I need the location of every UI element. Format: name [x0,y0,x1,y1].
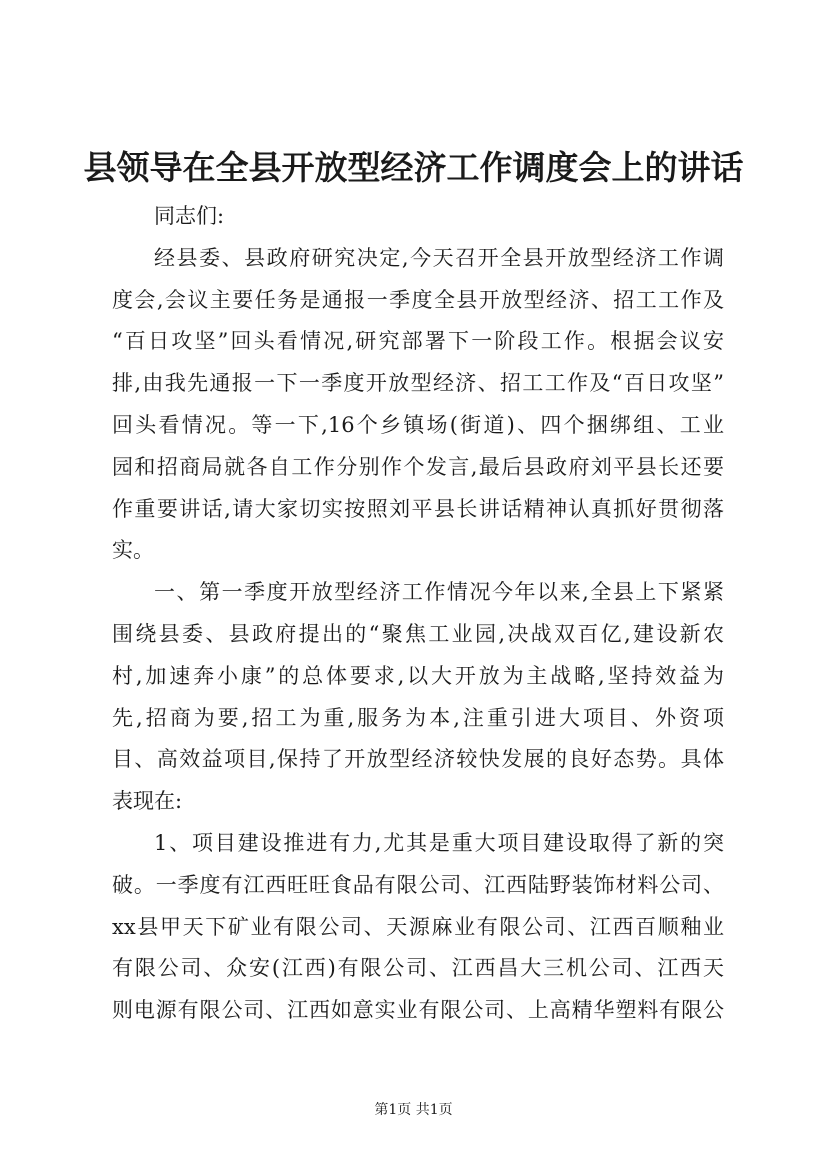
page-footer: 第1页 共1页 [374,1102,453,1118]
body-line: 回头看情况。等一下,16个乡镇场(街道)、四个捆绑组、工业 [112,412,724,437]
body-line: 破。一季度有江西旺旺食品有限公司、江西陆野装饰材料公司、 [112,872,724,897]
body-line: 经县委、县政府研究决定,今天召开全县开放型经济工作调 [154,245,724,270]
document-title: 县领导在全县开放型经济工作调度会上的讲话 [83,148,744,187]
body-line: 目、高效益项目,保持了开放型经济较快发展的良好态势。具体 [112,747,724,772]
body-line: 则电源有限公司、江西如意实业有限公司、上高精华塑料有限公 [112,998,724,1023]
body-line: 度会,会议主要任务是通报一季度全县开放型经济、招工工作及 [112,287,724,312]
body-line: 表现在: [112,789,183,814]
body-line: 有限公司、众安(江西)有限公司、江西昌大三机公司、江西天 [112,956,724,981]
body-line: 先,招商为要,招工为重,服务为本,注重引进大项目、外资项 [112,705,724,730]
body-line: 作重要讲话,请大家切实按照刘平县长讲话精神认真抓好贯彻落 [112,496,724,521]
body-line: 村,加速奔小康”的总体要求,以大开放为主战略,坚持效益为 [112,663,724,688]
body-line: 一、第一季度开放型经济工作情况今年以来,全县上下紧紧 [154,580,724,605]
body-line: 实。 [112,538,154,563]
body-line: 1、项目建设推进有力,尤其是重大项目建设取得了新的突 [154,830,724,855]
document-body [112,196,724,1032]
body-line: “百日攻坚”回头看情况,研究部署下一阶段工作。根据会议安 [112,329,724,354]
body-line: 排,由我先通报一下一季度开放型经济、招工工作及“百日攻坚” [112,371,724,396]
body-line: 围绕县委、县政府提出的“聚焦工业园,决战双百亿,建设新农 [112,621,724,646]
body-line: 园和招商局就各自工作分别作个发言,最后县政府刘平县长还要 [112,454,724,479]
body-line: 同志们: [154,204,225,228]
body-line: xx县甲天下矿业有限公司、天源麻业有限公司、江西百顺釉业 [112,914,724,939]
